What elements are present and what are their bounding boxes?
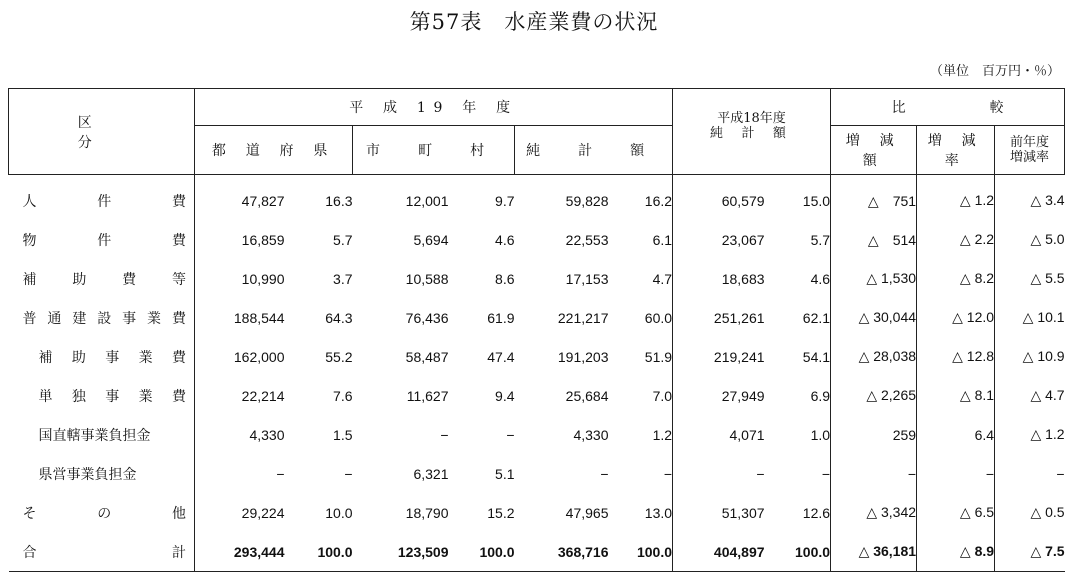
table-cell: 51.9 <box>644 348 673 365</box>
header-todofuken: 都 道 府 県 <box>195 126 353 175</box>
table-cell: 16.2 <box>644 192 673 209</box>
table-cell: 5.7 <box>810 231 831 248</box>
table-cell: △ 28,038 <box>831 337 917 376</box>
table-cell: 11,627 <box>406 387 449 404</box>
row-label: そ の 他 <box>9 493 195 532</box>
table-cell: △ 8.1 <box>917 376 995 415</box>
table-cell: − <box>600 465 609 482</box>
table-cell: 1.5 <box>333 426 353 443</box>
row-label: 補 助 事 業 費 <box>9 337 195 376</box>
table-cell: − <box>831 454 917 493</box>
table-cell: △ 514 <box>831 220 917 259</box>
row-label: 県営事業負担金 <box>9 454 195 493</box>
table-cell: △ 1,530 <box>831 259 917 298</box>
header-kubun: 区 分 <box>9 89 195 175</box>
table-cell: 16,859 <box>195 220 285 259</box>
table-cell: △ 3,342 <box>831 493 917 532</box>
table-cell: 100.0 <box>449 532 515 572</box>
table-cell: 10.0 <box>325 504 353 521</box>
table-cell: 1.2 <box>652 426 673 443</box>
table-cell: − <box>195 454 285 493</box>
table-cell: 18,790 <box>405 504 449 521</box>
table-cell: 22,214 <box>195 376 285 415</box>
table-cell: △ 12.0 <box>917 298 995 337</box>
table-cell: △ 2,265 <box>831 376 917 415</box>
table-cell: 6,321 <box>413 465 449 482</box>
table-cell: △ 4.7 <box>995 376 1065 415</box>
table-cell: 64.3 <box>325 309 353 326</box>
expenditure-table <box>8 88 1065 572</box>
table-cell: 162,000 <box>195 337 285 376</box>
table-cell: 7.0 <box>652 387 673 404</box>
table-cell: 4,330 <box>573 426 609 443</box>
row-label: 物 件 費 <box>9 220 195 259</box>
table-cell: △ 30,044 <box>831 298 917 337</box>
table-cell: − <box>673 454 765 493</box>
table-cell: 404,897 <box>673 532 765 572</box>
header-zennendo: 前年度 増減率 <box>995 126 1065 175</box>
table-cell: 22,553 <box>565 231 609 248</box>
table-cell: 5.7 <box>333 231 353 248</box>
table-cell: 5,694 <box>413 231 449 248</box>
table-cell: △ 8.2 <box>917 259 995 298</box>
table-cell: 191,203 <box>557 348 609 365</box>
table-cell: 5.1 <box>495 465 515 482</box>
table-cell: − <box>506 426 515 443</box>
table-cell: 259 <box>831 415 917 454</box>
table-cell: 59,828 <box>565 192 609 209</box>
table-row <box>9 493 1065 532</box>
table-cell: 51,307 <box>673 493 765 532</box>
table-cell: 58,487 <box>405 348 449 365</box>
table-cell: 219,241 <box>673 337 765 376</box>
table-cell: 221,217 <box>557 309 609 326</box>
table-cell: 293,444 <box>195 532 285 572</box>
table-cell: 47.4 <box>487 348 515 365</box>
table-cell: 9.7 <box>495 192 515 209</box>
table-cell: △ 2.2 <box>917 220 995 259</box>
table-cell: 4.7 <box>652 270 673 287</box>
table-cell: 12.6 <box>802 504 831 521</box>
table-row <box>9 259 1065 298</box>
row-label: 補 助 費 等 <box>9 259 195 298</box>
table-cell: 54.1 <box>802 348 831 365</box>
table-row <box>9 337 1065 376</box>
table-cell: 3.7 <box>333 270 353 287</box>
table-cell: 55.2 <box>325 348 353 365</box>
table-cell: △ 10.1 <box>995 298 1065 337</box>
table-cell: − <box>917 454 995 493</box>
table-cell: 13.0 <box>644 504 673 521</box>
table-cell: 7.6 <box>333 387 353 404</box>
table-cell: 29,224 <box>195 493 285 532</box>
table-cell: 47,965 <box>565 504 609 521</box>
table-cell: 9.4 <box>495 387 515 404</box>
table-cell: 15.2 <box>487 504 515 521</box>
table-cell: − <box>995 454 1065 493</box>
header-zougenritsu: 増 減 率 <box>917 126 995 175</box>
table-cell: 4.6 <box>810 270 831 287</box>
table-cell: △ 5.5 <box>995 259 1065 298</box>
table-cell: − <box>440 426 449 443</box>
table-cell: 23,067 <box>673 220 765 259</box>
table-cell: △ 3.4 <box>995 175 1065 221</box>
table-cell: △ 36,181 <box>831 532 917 572</box>
table-cell: △ 751 <box>831 175 917 221</box>
table-cell: △ 12.8 <box>917 337 995 376</box>
unit-note: （単位 百万円・％） <box>929 64 1060 79</box>
table-cell: 16.3 <box>325 192 353 209</box>
row-label: 合 計 <box>9 532 195 572</box>
table-cell: 100.0 <box>609 532 673 572</box>
row-label: 国直轄事業負担金 <box>9 415 195 454</box>
table-cell: 188,544 <box>195 298 285 337</box>
table-row <box>9 454 1065 493</box>
table-cell: − <box>821 465 831 482</box>
table-cell: 60.0 <box>644 309 673 326</box>
table-cell: 4.6 <box>495 231 515 248</box>
header-shichoson: 市 町 村 <box>353 126 515 175</box>
table-row <box>9 532 1065 572</box>
row-label: 普 通 建 設 事 業 費 <box>9 298 195 337</box>
table-cell: △ 10.9 <box>995 337 1065 376</box>
table-row <box>9 220 1065 259</box>
table-cell: 368,716 <box>515 532 609 572</box>
table-cell: 251,261 <box>673 298 765 337</box>
table-cell: − <box>344 465 353 482</box>
table-cell: △ 0.5 <box>995 493 1065 532</box>
table-cell: − <box>663 465 673 482</box>
table-row <box>9 175 1065 221</box>
table-cell: 60,579 <box>673 175 765 221</box>
table-cell: 47,827 <box>195 175 285 221</box>
header-hikaku: 比 較 <box>831 89 1065 126</box>
table-cell: 61.9 <box>487 309 515 326</box>
table-cell: △ 8.9 <box>917 532 995 572</box>
table-cell: 27,949 <box>673 376 765 415</box>
table-cell: 25,684 <box>565 387 609 404</box>
table-cell: △ 5.0 <box>995 220 1065 259</box>
table-cell: 10,588 <box>405 270 449 287</box>
table-cell: 6.1 <box>652 231 673 248</box>
table-cell: 17,153 <box>565 270 609 287</box>
table-row <box>9 376 1065 415</box>
table-cell: △ 1.2 <box>917 175 995 221</box>
row-label: 人 件 費 <box>9 175 195 221</box>
header-junkei: 純 計 額 <box>515 126 673 175</box>
table-cell: 100.0 <box>285 532 353 572</box>
table-cell: 10,990 <box>195 259 285 298</box>
table-cell: 15.0 <box>802 192 831 209</box>
table-cell: 6.4 <box>917 415 995 454</box>
table-cell: 62.1 <box>802 309 831 326</box>
table-cell: 4,330 <box>195 415 285 454</box>
table-cell: 6.9 <box>810 387 831 404</box>
row-label: 単 独 事 業 費 <box>9 376 195 415</box>
header-h18: 平成18年度 純 計 額 <box>673 89 831 175</box>
table-cell: 18,683 <box>673 259 765 298</box>
header-zougengaku: 増 減 額 <box>831 126 917 175</box>
table-cell: 4,071 <box>673 415 765 454</box>
table-cell: 8.6 <box>495 270 515 287</box>
table-cell: 12,001 <box>405 192 449 209</box>
page-title: 第57表 水産業費の状況 <box>409 10 659 34</box>
table-cell: 123,509 <box>353 532 449 572</box>
table-cell: △ 7.5 <box>995 532 1065 572</box>
table-cell: △ 1.2 <box>995 415 1065 454</box>
table-cell: △ 6.5 <box>917 493 995 532</box>
table-row <box>9 298 1065 337</box>
header-h19: 平 成 19 年 度 <box>195 89 673 126</box>
table-row <box>9 415 1065 454</box>
table-cell: 1.0 <box>810 426 831 443</box>
table-cell: 76,436 <box>405 309 449 326</box>
table-cell: 100.0 <box>765 532 831 572</box>
